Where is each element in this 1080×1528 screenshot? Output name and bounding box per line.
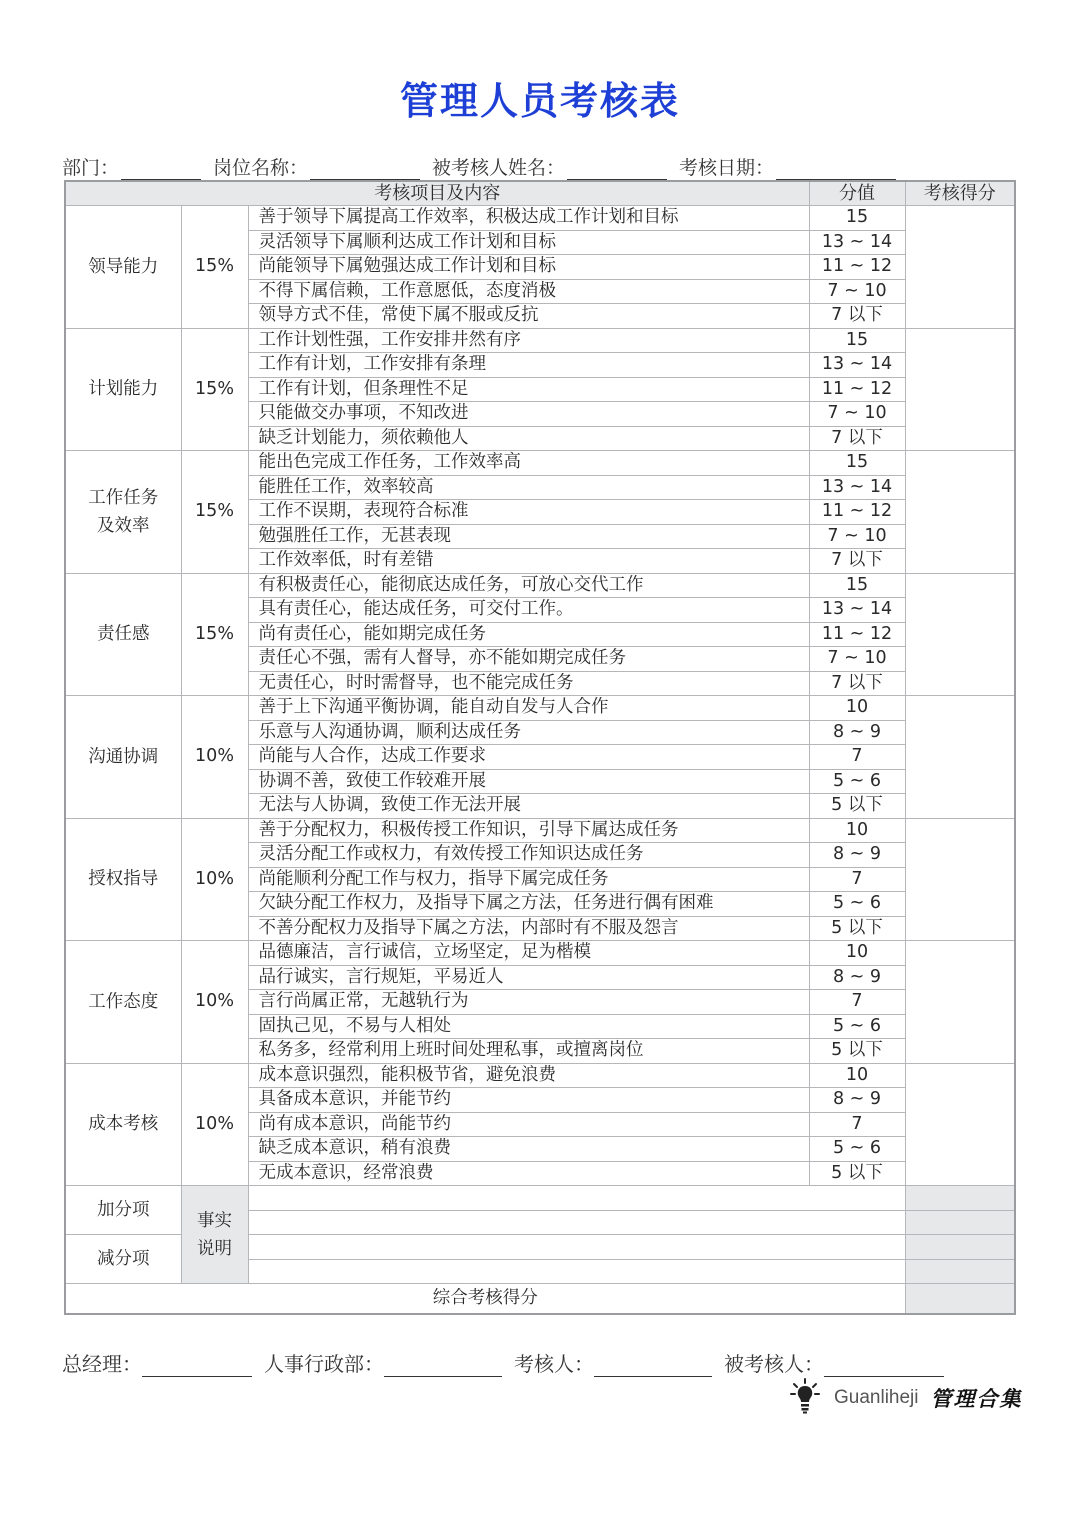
hr-label: 人事行政部： bbox=[264, 1352, 384, 1376]
criterion-score: 7 bbox=[809, 1112, 905, 1137]
criterion-text: 成本意识强烈，能积极节省，避免浪费 bbox=[248, 1063, 809, 1088]
adjust-row bbox=[65, 1186, 1015, 1211]
deduct-label: 减分项 bbox=[65, 1235, 181, 1284]
criterion-score: 15 bbox=[809, 328, 905, 353]
fact-input-cell[interactable] bbox=[248, 1259, 905, 1284]
header-result: 考核得分 bbox=[905, 181, 1015, 206]
criterion-text: 善于分配权力，积极传授工作知识，引导下属达成任务 bbox=[248, 818, 809, 843]
brand-en: Guanliheji bbox=[834, 1387, 919, 1408]
table-row bbox=[65, 206, 1015, 231]
category-name: 工作态度 bbox=[65, 941, 181, 1064]
criterion-text: 能出色完成工作任务，工作效率高 bbox=[248, 451, 809, 476]
category-result-cell[interactable] bbox=[905, 573, 1015, 696]
criterion-score: 5 以下 bbox=[809, 916, 905, 941]
fact-label-line: 说明 bbox=[197, 1238, 232, 1259]
criterion-score: 8 ~ 9 bbox=[809, 843, 905, 868]
category-name-line: 及效率 bbox=[97, 515, 150, 536]
criterion-text: 工作有计划，但条理性不足 bbox=[248, 377, 809, 402]
adjust-result-cell[interactable] bbox=[905, 1259, 1015, 1284]
assessor-signature-field[interactable] bbox=[594, 1352, 712, 1377]
criterion-text: 善于领导下属提高工作效率，积极达成工作计划和目标 bbox=[248, 206, 809, 231]
category-name bbox=[65, 451, 181, 574]
criterion-text: 只能做交办事项，不知改进 bbox=[248, 402, 809, 427]
bonus-label: 加分项 bbox=[65, 1186, 181, 1235]
gm-signature-field[interactable] bbox=[142, 1352, 252, 1377]
criterion-text: 乐意与人沟通协调，顺利达成任务 bbox=[248, 720, 809, 745]
fact-input-cell[interactable] bbox=[248, 1210, 905, 1235]
criterion-score: 13 ~ 14 bbox=[809, 353, 905, 378]
criterion-score: 10 bbox=[809, 696, 905, 721]
criterion-score: 7 bbox=[809, 990, 905, 1015]
criterion-score: 7 以下 bbox=[809, 304, 905, 329]
adjust-result-cell[interactable] bbox=[905, 1186, 1015, 1211]
position-field[interactable] bbox=[310, 157, 420, 180]
table-header-row bbox=[65, 181, 1015, 206]
category-weight: 10% bbox=[181, 1063, 248, 1186]
criterion-score: 7 以下 bbox=[809, 426, 905, 451]
category-weight: 15% bbox=[181, 451, 248, 574]
criterion-text: 缺乏计划能力，须依赖他人 bbox=[248, 426, 809, 451]
criterion-text: 不善分配权力及指导下属之方法，内部时有不服及怨言 bbox=[248, 916, 809, 941]
criterion-text: 尚有责任心，能如期完成任务 bbox=[248, 622, 809, 647]
criterion-score: 7 ~ 10 bbox=[809, 402, 905, 427]
criterion-text: 品行诚实，言行规矩，平易近人 bbox=[248, 965, 809, 990]
table-row bbox=[65, 1063, 1015, 1088]
fact-input-cell[interactable] bbox=[248, 1186, 905, 1211]
assessee-sign-label: 被考核人： bbox=[724, 1352, 824, 1376]
fact-explanation-label bbox=[181, 1186, 248, 1284]
category-weight: 10% bbox=[181, 818, 248, 941]
criterion-text: 领导方式不佳，常使下属不服或反抗 bbox=[248, 304, 809, 329]
gm-label: 总经理： bbox=[62, 1352, 142, 1376]
department-field[interactable] bbox=[121, 157, 201, 180]
category-name: 责任感 bbox=[65, 573, 181, 696]
criterion-text: 勉强胜任工作，无甚表现 bbox=[248, 524, 809, 549]
criterion-score: 7 ~ 10 bbox=[809, 524, 905, 549]
category-name-line: 工作任务 bbox=[88, 487, 159, 508]
criterion-score: 10 bbox=[809, 941, 905, 966]
criterion-text: 工作有计划，工作安排有条理 bbox=[248, 353, 809, 378]
criterion-text: 善于上下沟通平衡协调，能自动自发与人合作 bbox=[248, 696, 809, 721]
criterion-score: 15 bbox=[809, 451, 905, 476]
department-label: 部门： bbox=[62, 157, 120, 179]
category-weight: 15% bbox=[181, 328, 248, 451]
criterion-text: 工作计划性强，工作安排井然有序 bbox=[248, 328, 809, 353]
category-name: 领导能力 bbox=[65, 206, 181, 329]
criterion-text: 工作不误期，表现符合标准 bbox=[248, 500, 809, 525]
assessee-name-field[interactable] bbox=[567, 157, 667, 180]
criterion-text: 尚能顺利分配工作与权力，指导下属完成任务 bbox=[248, 867, 809, 892]
criterion-score: 11 ~ 12 bbox=[809, 622, 905, 647]
category-result-cell[interactable] bbox=[905, 328, 1015, 451]
criterion-text: 工作效率低，时有差错 bbox=[248, 549, 809, 574]
table-row bbox=[65, 573, 1015, 598]
criterion-score: 5 以下 bbox=[809, 1039, 905, 1064]
category-result-cell[interactable] bbox=[905, 1063, 1015, 1186]
category-result-cell[interactable] bbox=[905, 206, 1015, 329]
criterion-score: 13 ~ 14 bbox=[809, 475, 905, 500]
category-weight: 15% bbox=[181, 573, 248, 696]
header-items: 考核项目及内容 bbox=[65, 181, 809, 206]
hr-signature-field[interactable] bbox=[384, 1352, 502, 1377]
criterion-score: 8 ~ 9 bbox=[809, 720, 905, 745]
criterion-text: 有积极责任心，能彻底达成任务，可放心交代工作 bbox=[248, 573, 809, 598]
criterion-score: 5 ~ 6 bbox=[809, 769, 905, 794]
criterion-score: 5 以下 bbox=[809, 794, 905, 819]
criterion-text: 能胜任工作，效率较高 bbox=[248, 475, 809, 500]
date-label: 考核日期： bbox=[679, 157, 775, 179]
fact-label-line: 事实 bbox=[197, 1210, 232, 1231]
brand-cn: 管理合集 bbox=[930, 1387, 1023, 1411]
category-weight: 10% bbox=[181, 941, 248, 1064]
criterion-score: 10 bbox=[809, 818, 905, 843]
criterion-score: 7 ~ 10 bbox=[809, 279, 905, 304]
category-name: 沟通协调 bbox=[65, 696, 181, 819]
criterion-text: 具备成本意识，并能节约 bbox=[248, 1088, 809, 1113]
criterion-score: 11 ~ 12 bbox=[809, 255, 905, 280]
assessee-signature-field[interactable] bbox=[824, 1352, 944, 1377]
category-name: 授权指导 bbox=[65, 818, 181, 941]
criterion-score: 5 ~ 6 bbox=[809, 1137, 905, 1162]
criterion-score: 8 ~ 9 bbox=[809, 965, 905, 990]
criterion-text: 无责任心，时时需督导，也不能完成任务 bbox=[248, 671, 809, 696]
lightbulb-icon bbox=[790, 1378, 820, 1418]
criterion-text: 灵活分配工作或权力，有效传授工作知识达成任务 bbox=[248, 843, 809, 868]
criterion-text: 品德廉洁，言行诚信，立场坚定，足为楷模 bbox=[248, 941, 809, 966]
criterion-text: 无成本意识，经常浪费 bbox=[248, 1161, 809, 1186]
criterion-text: 言行尚属正常，无越轨行为 bbox=[248, 990, 809, 1015]
table-row bbox=[65, 941, 1015, 966]
assessor-label: 考核人： bbox=[514, 1352, 594, 1376]
criterion-text: 协调不善，致使工作较难开展 bbox=[248, 769, 809, 794]
category-result-cell[interactable] bbox=[905, 696, 1015, 819]
criterion-score: 5 ~ 6 bbox=[809, 1014, 905, 1039]
criterion-text: 责任心不强，需有人督导，亦不能如期完成任务 bbox=[248, 647, 809, 672]
assessment-table bbox=[64, 180, 1016, 1315]
criterion-score: 10 bbox=[809, 1063, 905, 1088]
criterion-score: 15 bbox=[809, 206, 905, 231]
table-row bbox=[65, 451, 1015, 476]
criterion-score: 13 ~ 14 bbox=[809, 598, 905, 623]
adjust-result-cell[interactable] bbox=[905, 1210, 1015, 1235]
category-result-cell[interactable] bbox=[905, 818, 1015, 941]
category-weight: 15% bbox=[181, 206, 248, 329]
adjust-result-cell[interactable] bbox=[905, 1235, 1015, 1260]
criterion-text: 无法与人协调，致使工作无法开展 bbox=[248, 794, 809, 819]
criterion-score: 7 以下 bbox=[809, 671, 905, 696]
criterion-score: 7 bbox=[809, 745, 905, 770]
criterion-score: 7 以下 bbox=[809, 549, 905, 574]
category-weight: 10% bbox=[181, 696, 248, 819]
total-row bbox=[65, 1284, 1015, 1315]
info-line bbox=[62, 150, 908, 180]
criterion-text: 私务多，经常利用上班时间处理私事，或擅离岗位 bbox=[248, 1039, 809, 1064]
position-label: 岗位名称： bbox=[213, 157, 309, 179]
criterion-score: 5 以下 bbox=[809, 1161, 905, 1186]
criterion-text: 缺乏成本意识，稍有浪费 bbox=[248, 1137, 809, 1162]
table-row bbox=[65, 818, 1015, 843]
total-result-cell[interactable] bbox=[905, 1284, 1015, 1315]
category-name: 成本考核 bbox=[65, 1063, 181, 1186]
date-field[interactable] bbox=[776, 157, 896, 180]
criterion-score: 11 ~ 12 bbox=[809, 377, 905, 402]
criterion-text: 尚有成本意识，尚能节约 bbox=[248, 1112, 809, 1137]
criterion-text: 尚能领导下属勉强达成工作计划和目标 bbox=[248, 255, 809, 280]
category-result-cell[interactable] bbox=[905, 941, 1015, 1064]
fact-input-cell[interactable] bbox=[248, 1235, 905, 1260]
header-score: 分值 bbox=[809, 181, 905, 206]
criterion-score: 15 bbox=[809, 573, 905, 598]
criterion-score: 11 ~ 12 bbox=[809, 500, 905, 525]
signature-line bbox=[62, 1345, 956, 1377]
brand-logo bbox=[790, 1378, 1023, 1418]
criterion-score: 5 ~ 6 bbox=[809, 892, 905, 917]
table-row bbox=[65, 696, 1015, 721]
criterion-text: 尚能与人合作，达成工作要求 bbox=[248, 745, 809, 770]
criterion-score: 7 bbox=[809, 867, 905, 892]
category-result-cell[interactable] bbox=[905, 451, 1015, 574]
criterion-score: 13 ~ 14 bbox=[809, 230, 905, 255]
page-title: 管理人员考核表 bbox=[399, 79, 680, 123]
criterion-text: 灵活领导下属顺利达成工作计划和目标 bbox=[248, 230, 809, 255]
criterion-score: 8 ~ 9 bbox=[809, 1088, 905, 1113]
criterion-text: 具有责任心，能达成任务，可交付工作。 bbox=[248, 598, 809, 623]
criterion-text: 固执己见，不易与人相处 bbox=[248, 1014, 809, 1039]
category-name: 计划能力 bbox=[65, 328, 181, 451]
criterion-text: 不得下属信赖，工作意愿低，态度消极 bbox=[248, 279, 809, 304]
criterion-text: 欠缺分配工作权力，及指导下属之方法，任务进行偶有困难 bbox=[248, 892, 809, 917]
table-row bbox=[65, 328, 1015, 353]
assessee-name-label: 被考核人姓名： bbox=[432, 157, 566, 179]
criterion-score: 7 ~ 10 bbox=[809, 647, 905, 672]
total-label: 综合考核得分 bbox=[65, 1284, 905, 1315]
